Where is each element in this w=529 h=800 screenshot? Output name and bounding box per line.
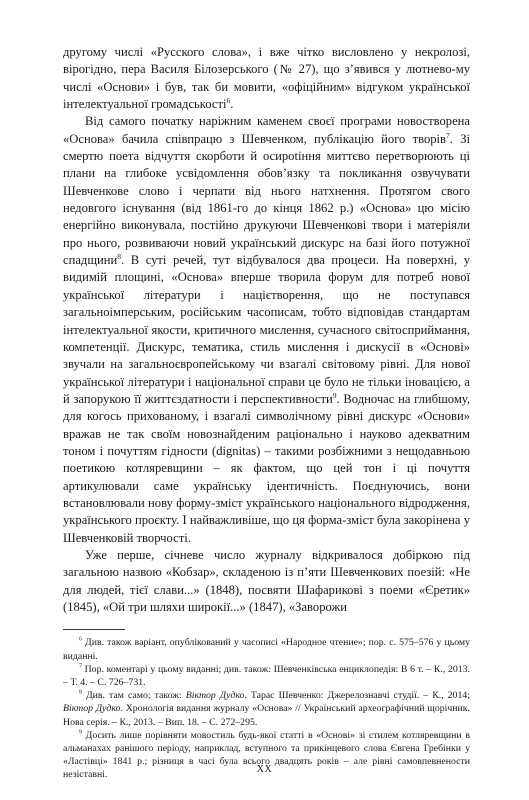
main-text: [63, 44, 470, 616]
footnote-marker: 9: [332, 390, 337, 400]
page-number: XX: [256, 764, 273, 775]
text-run: Уже перше, січневе число журналу відкривалося добіркою під загальною назвою «Кобзар», складеною із п’яти Шевченкових поезій: «Не для людей, тієї слави...» (1848), посвяти Шафарикові з поеми «Єретик» (1845), «Ой три шляхи широкії...» (1847), «Заворожи: [63, 547, 470, 614]
text-run: . В суті речей, тут відбувалося два процеси. На поверхні, у видимій площині, «Основа» вперше творила форум для потреб нової української літератури і націєтворення, що не поступався загальноімперським, російським часописам, тобто відповідав стандартам інтелектуальної якости, критичного мислення, сучасного світосприймання, компетенції. Дискурс, тематика, стиль мислення і дискусії в «Основі» звучали на загальноєвропейському чи взагалі світовому рівні. Для нової української літератури і національної справи це було не тільки іновацією, а й запорукою її життєздатности і перспективности: [63, 253, 470, 406]
footnote-marker: 8: [117, 251, 122, 261]
footnote-marker: 6: [226, 95, 231, 105]
text-run: Від самого початку наріжним каменем своєї програми новостворена «Основа» бачила співпрацю з Шевченком, публікацію його творів: [63, 114, 470, 146]
text-run: . Хронологія видання журналу «Основа» // Український археографічний щорічник. Нова серія. – К., 2013. – Вип. 18. – С. 272–295.: [63, 703, 470, 728]
text-run: Див. там само; також:: [81, 690, 186, 702]
footnote-7: [63, 663, 470, 689]
text-run: другому числі «Русского слова», і вже чітко висловлено у некролозі, вірогідно, пера Василя Білозерського (№ 27), що з’явився у лютнево-му числі «Основи» і був, так би мовити, «офіційним» відгуком української інтелектуальної громадськості: [63, 45, 470, 112]
paragraph-2: [63, 113, 470, 547]
footnote-rule: [63, 629, 125, 630]
footnote-8: [63, 689, 470, 729]
author-name: Віктор Дудко: [185, 690, 245, 702]
footnote-marker: 9: [79, 729, 82, 736]
footnote-marker: 8: [79, 689, 82, 696]
text-run: .: [230, 97, 234, 112]
footnote-6: [63, 636, 470, 662]
text-run: Досить лише порівняти мовостиль будь-якої статті в «Основі» зі стилем котляревщини в альманахах ранішого періоду, наприклад, вступного та прикінцевого слова Євгена Гребінки у «Ластівці» 1841 р.; різниця в часі була всього двадцять років – але рівні самовпевнености незіставні.: [63, 729, 470, 781]
text-run: . Тарас Шевченко: Джерелознавчі студії. – К., 2014;: [244, 690, 470, 702]
text-run: . Зі смертю поета відчуття скорботи й осирotіння миттєво перетворюють ці плани на глибоке усвідомлення обов’язку та покликання озвучувати Шевченкове слово і черпати від нього натхнення. Протягом свого недовгого існування (від 1861-го до кінця 1862 р.) «Основа» цю місію енергійно виконувала, постійно друкуючи Шевченкові твори і матеріяли про нього, розвиваючи новий український дискурс на базі його потужної спадщини: [63, 131, 471, 268]
footnote-marker: 7: [446, 130, 450, 140]
footnote-marker: 7: [79, 663, 82, 670]
footnotes: [63, 636, 470, 781]
footnote-marker: 6: [79, 637, 82, 644]
paragraph-1: [63, 44, 470, 113]
text-run: . Водночас на глибшому, для когось прихованому, і взагалі символічному рівні дискурс «Основи» вражав не так своїм новознайденим раціонально і науково адекватним тоном і почуттям гідности (dignitas) – такими розбіжними з нещодавньою поетикою котляревщини – як фактом, що цей тон і ці почуття артикулювали саме українську ідентичність. Поєднуючись, вони встановлювали нову форму-зміст українського національного відродження, українського проєкту. І найважливіше, що ця форма-зміст була закорінена у Шевченковій творчості.: [63, 391, 470, 545]
text-run: Див. також варіант, опублікований у часописі «Народное чтение»; пор. с. 575–576 у цьому виданні.: [63, 637, 470, 662]
text-run: Пор. коментарі у цьому виданні; див. також: Шевченківська енциклопедія: В 6 т. – К., 2013. – Т. 4. – С. 726–731.: [63, 663, 470, 688]
author-name: Віктор Дудко: [63, 703, 121, 715]
page-body: [63, 44, 470, 782]
paragraph-3: [63, 547, 470, 616]
